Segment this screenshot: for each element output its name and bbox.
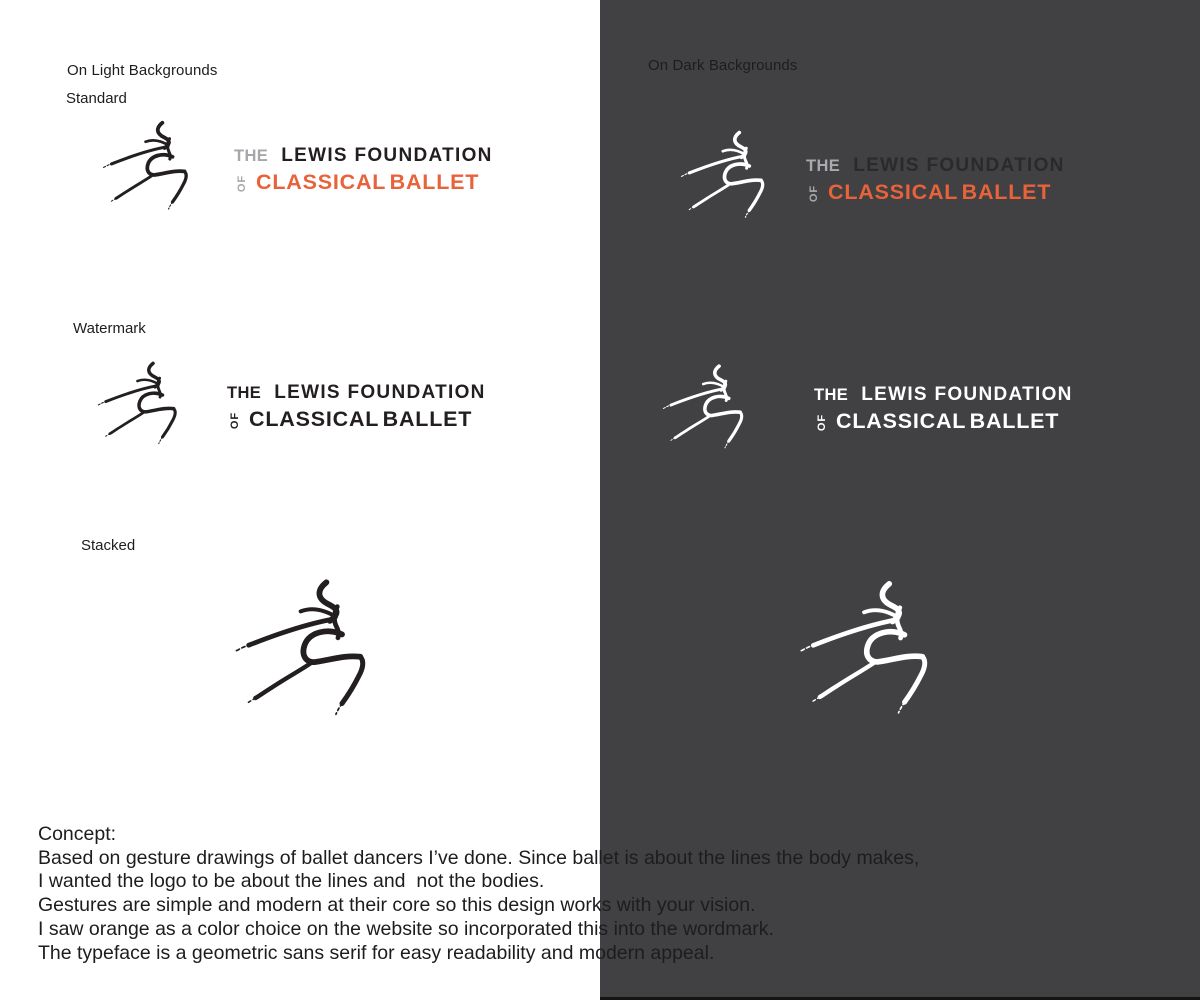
wordmark-standard-dark bbox=[806, 156, 1065, 205]
wordmark-foundation-text: LEWIS FOUNDATION bbox=[861, 384, 1073, 405]
wordmark-foundation-text: LEWIS FOUNDATION bbox=[281, 145, 493, 166]
wordmark-of: OF bbox=[229, 411, 242, 429]
wordmark-line1 bbox=[814, 385, 1073, 404]
dancer-gesture-icon bbox=[660, 352, 769, 464]
wordmark-the: THE bbox=[814, 386, 849, 404]
wordmark-ballet-text: CLASSICAL BALLET bbox=[836, 409, 1060, 434]
wordmark-line2 bbox=[234, 171, 493, 195]
concept-block bbox=[38, 823, 1178, 965]
concept-line: Based on gesture drawings of ballet dancers I’ve done. Since ballet is about the lines the body makes, bbox=[38, 846, 920, 869]
wordmark-of-wrap bbox=[814, 410, 832, 434]
wordmark-foundation-text: LEWIS FOUNDATION bbox=[274, 382, 486, 403]
wordmark-of: OF bbox=[236, 174, 249, 192]
dancer-gesture-icon bbox=[796, 552, 968, 748]
variant-label-standard: Standard bbox=[66, 90, 127, 107]
wordmark-the: THE bbox=[234, 147, 269, 165]
wordmark-watermark-dark bbox=[814, 385, 1073, 434]
wordmark-ballet-text: CLASSICAL BALLET bbox=[249, 407, 473, 432]
wordmark-line2 bbox=[227, 408, 486, 432]
wordmark-the: THE bbox=[806, 157, 841, 175]
variant-label-watermark: Watermark bbox=[73, 320, 146, 337]
dancer-gesture-icon bbox=[100, 113, 215, 221]
wordmark-ballet-text: CLASSICAL BALLET bbox=[256, 170, 480, 195]
wordmark-of-wrap bbox=[227, 408, 245, 432]
dancer-gesture-icon bbox=[231, 553, 407, 747]
wordmark-the: THE bbox=[227, 384, 262, 402]
concept-line: Gestures are simple and modern at their core so this design works with your vision. bbox=[38, 894, 756, 917]
wordmark-line1 bbox=[227, 383, 486, 402]
concept-heading: Concept: bbox=[38, 823, 117, 845]
wordmark-line1 bbox=[234, 146, 493, 165]
concept-line: I saw orange as a color choice on the website so incorporated this into the wordmark. bbox=[38, 917, 774, 940]
wordmark-ballet-text: CLASSICAL BALLET bbox=[828, 180, 1052, 205]
variant-label-stacked: Stacked bbox=[81, 537, 136, 554]
wordmark-line2 bbox=[814, 410, 1073, 434]
wordmark-line2 bbox=[806, 181, 1065, 205]
wordmark-of: OF bbox=[816, 413, 829, 431]
wordmark-watermark-light bbox=[227, 383, 486, 432]
wordmark-of-wrap bbox=[234, 171, 252, 195]
dancer-gesture-icon bbox=[95, 349, 202, 460]
concept-line: The typeface is a geometric sans serif for easy readability and modern appeal. bbox=[38, 941, 715, 964]
wordmark-standard-light bbox=[234, 146, 493, 195]
concept-line: I wanted the logo to be about the lines and not the bodies. bbox=[38, 870, 545, 893]
wordmark-foundation-text: LEWIS FOUNDATION bbox=[853, 155, 1065, 176]
wordmark-of-wrap bbox=[806, 181, 824, 205]
dancer-gesture-icon bbox=[678, 122, 791, 230]
light-section-title: On Light Backgrounds bbox=[67, 62, 218, 79]
wordmark-line1 bbox=[806, 156, 1065, 175]
dark-section-title: On Dark Backgrounds bbox=[648, 57, 798, 74]
wordmark-of: OF bbox=[808, 184, 821, 202]
